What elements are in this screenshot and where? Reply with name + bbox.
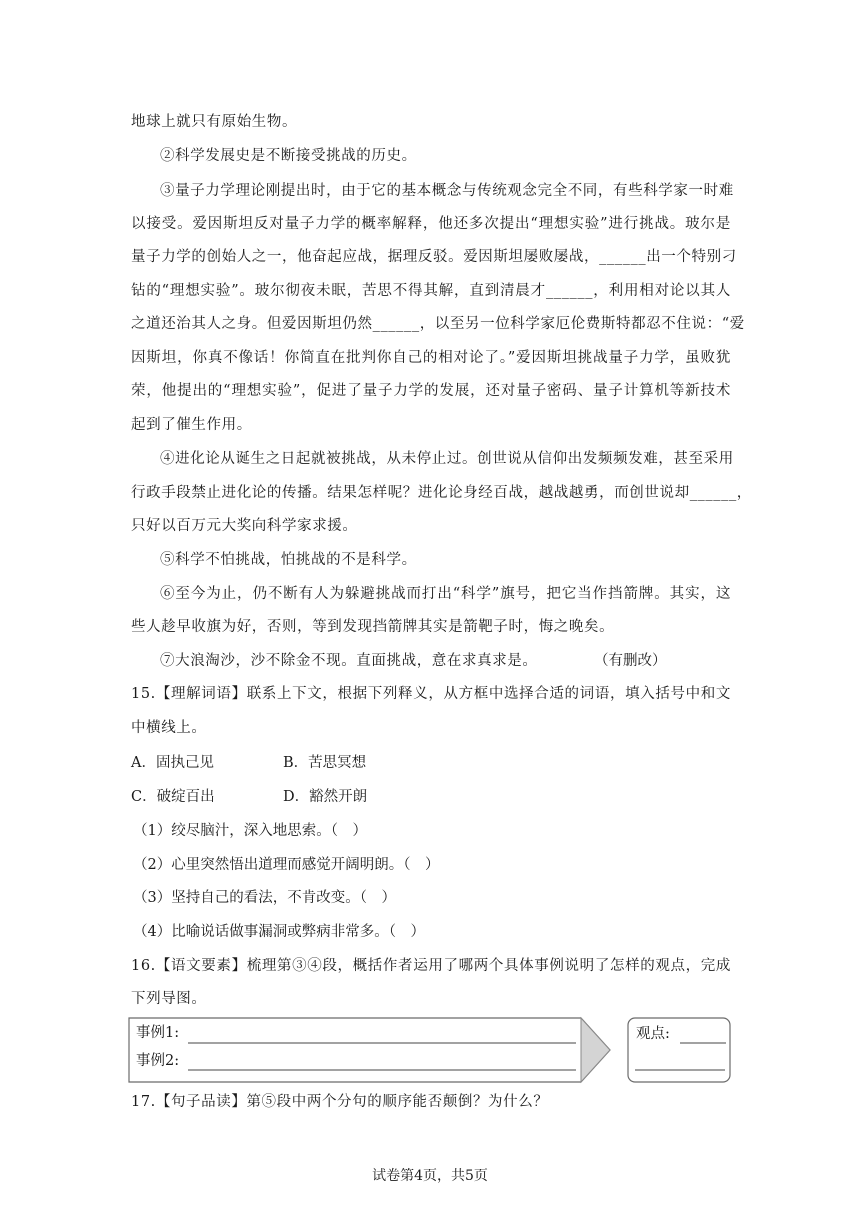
paragraph-6-line: 些人趁早收旗为好，否则，等到发现挡箭牌其实是箭靶子时，悔之晚矣。 [131,619,615,635]
arrow-icon [581,1018,610,1082]
paragraph-4-line: 行政手段禁止进化论的传播。结果怎样呢？进化论身经百战，越战越勇，而创世说却______， [131,485,752,501]
paragraph-7: ⑦大浪淘沙，沙不除金不现。直面挑战，意在求真求是。 [160,653,538,669]
source-note: （有删改） [594,653,667,669]
page-footer: 试卷第4页，共5页 [372,1168,488,1184]
paragraph-3-line: 量子力学的创始人之一，他奋起应战，据理反驳。爱因斯坦屡败屡战，______出一个特别刁 [131,249,737,265]
paragraph-3-line: ③量子力学理论刚提出时，由于它的基本概念与传统观念完全不同，有些科学家一时难 [160,183,734,199]
paragraph-4-line: 只好以百万元大奖向科学家求援。 [131,518,358,534]
q15-option-d: D．豁然开朗 [283,789,368,805]
paragraph-3-line: 因斯坦，你真不像话！你简直在批判你自己的相对论了。”爱因斯坦挑战量子力学，虽败犹 [131,350,731,366]
mind-map-diagram [128,1016,733,1084]
paragraph-3-line: 以接受。爱因斯坦反对量子力学的概率解释，他还多次提出“理想实验”进行挑战。玻尔是 [131,216,731,232]
paragraph-5: ⑤科学不怕挑战，怕挑战的不是科学。 [160,552,417,568]
viewpoint-label: 观点: [636,1026,670,1042]
q15-item-1[interactable]: （1）绞尽脑汁，深入地思索。（ ） [133,823,367,839]
passage-line: 地球上就只有原始生物。 [131,114,298,130]
q15-option-a: A．固执己见 [131,755,214,771]
q16-stem-cont: 下列导图。 [131,991,207,1007]
paragraph-2: ②科学发展史是不断接受挑战的历史。 [160,148,417,164]
q15-option-c: C．破绽百出 [131,789,215,805]
q15-item-3[interactable]: （3）坚持自己的看法，不肯改变。（ ） [133,890,396,906]
examples-box [129,1018,610,1082]
paragraph-4-line: ④进化论从诞生之日起就被挑战，从未停止过。创世说从信仰出发频频发难，甚至采用 [160,451,734,467]
paragraph-3-line: 之道还治其人之身。但爱因斯坦仍然______，以至另一位科学家厄伦费斯特都忍不住说：“爱 [131,316,745,332]
q15-stem-cont: 中横线上。 [131,720,207,736]
paragraph-3-line: 起到了催生作用。 [131,417,252,433]
q15-stem: 15.【理解词语】联系上下文，根据下列释义，从方框中选择合适的词语，填入括号中和文 [131,686,731,702]
example2-label: 事例2: [136,1053,180,1069]
q16-stem: 16.【语文要素】梳理第③④段，概括作者运用了哪两个具体事例说明了怎样的观点，完成 [131,958,731,974]
q15-item-4[interactable]: （4）比喻说话做事漏洞或弊病非常多。（ ） [133,924,425,940]
paragraph-3-line: 钻的“理想实验”。玻尔彻夜未眠，苦思不得其解，直到清晨才______，利用相对论以其人 [131,283,731,299]
paragraph-3-line: 荣，他提出的“理想实验”，促进了量子力学的发展，还对量子密码、量子计算机等新技术 [131,383,731,399]
q15-option-b: B．苦思冥想 [283,755,367,771]
paragraph-6-line: ⑥至今为止，仍不断有人为躲避挑战而打出“科学”旗号，把它当作挡箭牌。其实，这 [160,586,731,602]
example1-label: 事例1: [136,1025,180,1041]
q15-item-2[interactable]: （2）心里突然悟出道理而感觉开阔明朗。（ ） [133,857,440,873]
q17-stem: 17.【句子品读】第⑤段中两个分句的顺序能否颠倒？为什么？ [131,1094,549,1110]
